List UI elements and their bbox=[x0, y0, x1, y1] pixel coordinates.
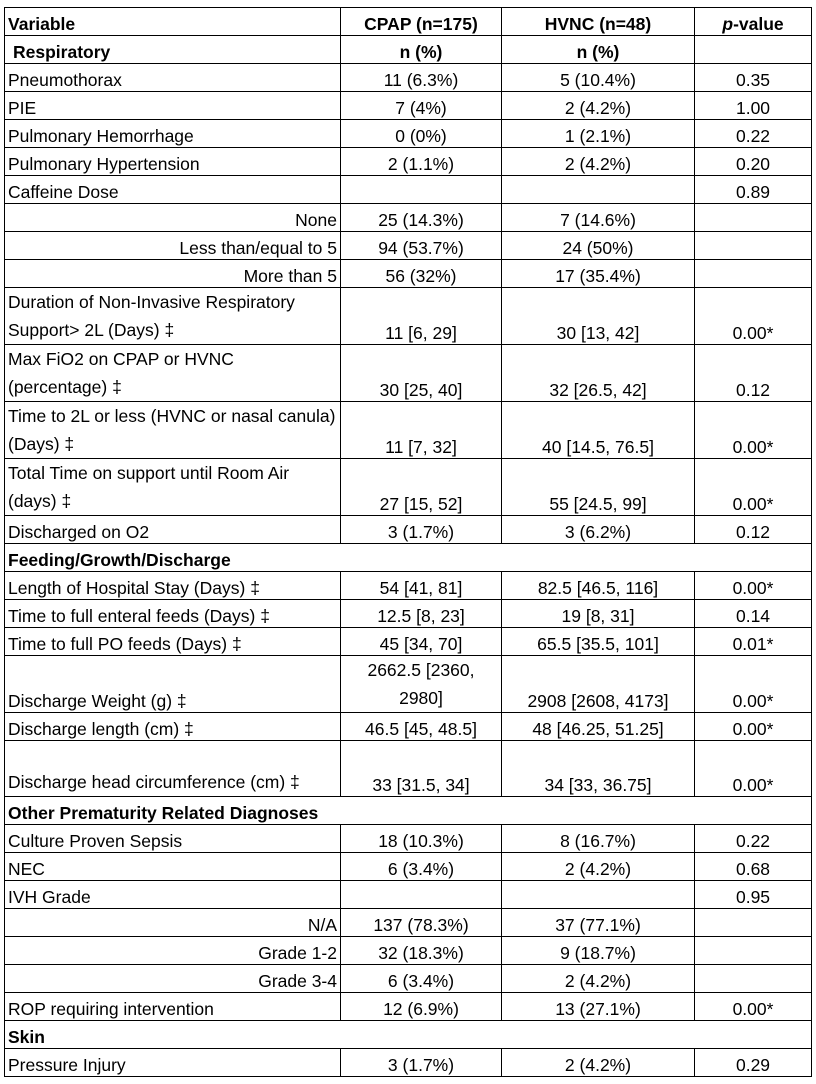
p-value: 0.00* bbox=[695, 288, 812, 345]
row-label: Pneumothorax bbox=[5, 64, 341, 92]
hvnc-value: 55 [24.5, 99] bbox=[502, 459, 695, 516]
cpap-value: 18 (10.3%) bbox=[341, 825, 502, 853]
row-label: None bbox=[5, 204, 341, 232]
row-label: Caffeine Dose bbox=[5, 176, 341, 204]
header-p-italic: p bbox=[722, 14, 734, 34]
cpap-value: 6 (3.4%) bbox=[341, 965, 502, 993]
p-value bbox=[695, 204, 812, 232]
hvnc-value: 2 (4.2%) bbox=[502, 1049, 695, 1077]
row-label: Discharge head circumference (cm) ‡ bbox=[5, 741, 341, 797]
p-value bbox=[695, 909, 812, 937]
table-row bbox=[5, 1049, 812, 1077]
hvnc-value: 7 (14.6%) bbox=[502, 204, 695, 232]
p-value: 1.00 bbox=[695, 92, 812, 120]
header-cpap: CPAP (n=175) bbox=[341, 8, 502, 36]
p-value: 0.00* bbox=[695, 402, 812, 459]
table-row bbox=[5, 345, 812, 402]
cpap-value: 6 (3.4%) bbox=[341, 853, 502, 881]
row-label: Length of Hospital Stay (Days) ‡ bbox=[5, 572, 341, 600]
header-variable: Variable bbox=[5, 8, 341, 36]
section-feeding bbox=[5, 544, 812, 572]
cpap-value: 94 (53.7%) bbox=[341, 232, 502, 260]
p-value: 0.20 bbox=[695, 148, 812, 176]
p-value: 0.00* bbox=[695, 993, 812, 1021]
row-label: Total Time on support until Room Air (days) ‡ bbox=[5, 459, 341, 516]
hvnc-value: 40 [14.5, 76.5] bbox=[502, 402, 695, 459]
p-value: 0.00* bbox=[695, 459, 812, 516]
row-label: ROP requiring intervention bbox=[5, 993, 341, 1021]
hvnc-value: 2908 [2608, 4173] bbox=[502, 656, 695, 713]
row-label: Duration of Non-Invasive Respiratory Support> 2L (Days) ‡ bbox=[5, 288, 341, 345]
header-hvnc: HVNC (n=48) bbox=[502, 8, 695, 36]
cpap-value: 2662.5 [2360, 2980] bbox=[341, 656, 502, 713]
table-row bbox=[5, 232, 812, 260]
table-row bbox=[5, 402, 812, 459]
row-label: Culture Proven Sepsis bbox=[5, 825, 341, 853]
hvnc-value: 34 [33, 36.75] bbox=[502, 741, 695, 797]
hvnc-value: 32 [26.5, 42] bbox=[502, 345, 695, 402]
hvnc-value: 65.5 [35.5, 101] bbox=[502, 628, 695, 656]
cpap-value: 30 [25, 40] bbox=[341, 345, 502, 402]
cpap-value: 27 [15, 52] bbox=[341, 459, 502, 516]
hvnc-value: 30 [13, 42] bbox=[502, 288, 695, 345]
row-label: Pressure Injury bbox=[5, 1049, 341, 1077]
p-value: 0.00* bbox=[695, 741, 812, 797]
table-row bbox=[5, 120, 812, 148]
row-label: Max FiO2 on CPAP or HVNC (percentage) ‡ bbox=[5, 345, 341, 402]
p-value bbox=[695, 965, 812, 993]
row-label: IVH Grade bbox=[5, 881, 341, 909]
cpap-value: 137 (78.3%) bbox=[341, 909, 502, 937]
empty-cell bbox=[695, 36, 812, 64]
row-label: More than 5 bbox=[5, 260, 341, 288]
results-table bbox=[4, 7, 812, 1077]
hvnc-value: 2 (4.2%) bbox=[502, 853, 695, 881]
section-title: Skin bbox=[5, 1021, 812, 1049]
row-label: N/A bbox=[5, 909, 341, 937]
cpap-value: 25 (14.3%) bbox=[341, 204, 502, 232]
header-p-rest: -value bbox=[733, 14, 784, 34]
cpap-value: 0 (0%) bbox=[341, 120, 502, 148]
hvnc-value: 2 (4.2%) bbox=[502, 92, 695, 120]
table-row bbox=[5, 741, 812, 797]
cpap-value: 11 (6.3%) bbox=[341, 64, 502, 92]
table-row bbox=[5, 288, 812, 345]
table-row bbox=[5, 459, 812, 516]
section-respiratory bbox=[5, 36, 812, 64]
cpap-value: 3 (1.7%) bbox=[341, 516, 502, 544]
p-value: 0.35 bbox=[695, 64, 812, 92]
p-value: 0.22 bbox=[695, 120, 812, 148]
p-value: 0.95 bbox=[695, 881, 812, 909]
hvnc-value: 24 (50%) bbox=[502, 232, 695, 260]
p-value: 0.22 bbox=[695, 825, 812, 853]
header-pvalue bbox=[695, 8, 812, 36]
p-value: 0.68 bbox=[695, 853, 812, 881]
p-value: 0.29 bbox=[695, 1049, 812, 1077]
row-label: NEC bbox=[5, 853, 341, 881]
table-row bbox=[5, 965, 812, 993]
hvnc-value: 13 (27.1%) bbox=[502, 993, 695, 1021]
row-label: Discharge Weight (g) ‡ bbox=[5, 656, 341, 713]
hvnc-value: 2 (4.2%) bbox=[502, 148, 695, 176]
row-label: Grade 1-2 bbox=[5, 937, 341, 965]
cpap-value: 2 (1.1%) bbox=[341, 148, 502, 176]
table-row bbox=[5, 176, 812, 204]
cpap-value: 11 [6, 29] bbox=[341, 288, 502, 345]
hvnc-value: 19 [8, 31] bbox=[502, 600, 695, 628]
row-label: Less than/equal to 5 bbox=[5, 232, 341, 260]
hvnc-value: 37 (77.1%) bbox=[502, 909, 695, 937]
table-row bbox=[5, 628, 812, 656]
p-value: 0.01* bbox=[695, 628, 812, 656]
hvnc-value bbox=[502, 176, 695, 204]
cpap-value bbox=[341, 881, 502, 909]
hvnc-value: 9 (18.7%) bbox=[502, 937, 695, 965]
p-value: 0.14 bbox=[695, 600, 812, 628]
table-row bbox=[5, 148, 812, 176]
table-row bbox=[5, 825, 812, 853]
cpap-value bbox=[341, 176, 502, 204]
cpap-value: 46.5 [45, 48.5] bbox=[341, 713, 502, 741]
row-label: Discharged on O2 bbox=[5, 516, 341, 544]
row-label: Time to full PO feeds (Days) ‡ bbox=[5, 628, 341, 656]
unit-hvnc: n (%) bbox=[502, 36, 695, 64]
section-other bbox=[5, 797, 812, 825]
section-skin bbox=[5, 1021, 812, 1049]
p-value bbox=[695, 232, 812, 260]
cpap-value: 45 [34, 70] bbox=[341, 628, 502, 656]
table-row bbox=[5, 204, 812, 232]
section-title: Feeding/Growth/Discharge bbox=[5, 544, 812, 572]
table-row bbox=[5, 92, 812, 120]
table-row bbox=[5, 64, 812, 92]
row-label: Pulmonary Hypertension bbox=[5, 148, 341, 176]
p-value bbox=[695, 937, 812, 965]
hvnc-value bbox=[502, 881, 695, 909]
table-row bbox=[5, 260, 812, 288]
hvnc-value: 5 (10.4%) bbox=[502, 64, 695, 92]
section-title: Respiratory bbox=[5, 36, 341, 64]
p-value: 0.00* bbox=[695, 713, 812, 741]
hvnc-value: 82.5 [46.5, 116] bbox=[502, 572, 695, 600]
cpap-value: 32 (18.3%) bbox=[341, 937, 502, 965]
row-label: Time to full enteral feeds (Days) ‡ bbox=[5, 600, 341, 628]
hvnc-value: 2 (4.2%) bbox=[502, 965, 695, 993]
p-value: 0.12 bbox=[695, 516, 812, 544]
cpap-value: 12 (6.9%) bbox=[341, 993, 502, 1021]
unit-cpap: n (%) bbox=[341, 36, 502, 64]
hvnc-value: 3 (6.2%) bbox=[502, 516, 695, 544]
p-value: 0.12 bbox=[695, 345, 812, 402]
cpap-value: 33 [31.5, 34] bbox=[341, 741, 502, 797]
p-value: 0.00* bbox=[695, 572, 812, 600]
hvnc-value: 48 [46.25, 51.25] bbox=[502, 713, 695, 741]
header-row bbox=[5, 8, 812, 36]
table-row bbox=[5, 909, 812, 937]
table-row bbox=[5, 516, 812, 544]
row-label: Grade 3-4 bbox=[5, 965, 341, 993]
table-row bbox=[5, 713, 812, 741]
row-label: Time to 2L or less (HVNC or nasal canula) (Days) ‡ bbox=[5, 402, 341, 459]
p-value: 0.89 bbox=[695, 176, 812, 204]
hvnc-value: 1 (2.1%) bbox=[502, 120, 695, 148]
cpap-value: 11 [7, 32] bbox=[341, 402, 502, 459]
table-row bbox=[5, 881, 812, 909]
row-label: PIE bbox=[5, 92, 341, 120]
cpap-value: 12.5 [8, 23] bbox=[341, 600, 502, 628]
cpap-value: 7 (4%) bbox=[341, 92, 502, 120]
cpap-value: 56 (32%) bbox=[341, 260, 502, 288]
table-row bbox=[5, 937, 812, 965]
row-label: Pulmonary Hemorrhage bbox=[5, 120, 341, 148]
table-row bbox=[5, 993, 812, 1021]
cpap-value: 3 (1.7%) bbox=[341, 1049, 502, 1077]
table-row bbox=[5, 656, 812, 713]
section-title: Other Prematurity Related Diagnoses bbox=[5, 797, 812, 825]
table-row bbox=[5, 572, 812, 600]
cpap-value: 54 [41, 81] bbox=[341, 572, 502, 600]
p-value bbox=[695, 260, 812, 288]
table-row bbox=[5, 853, 812, 881]
table-row bbox=[5, 600, 812, 628]
hvnc-value: 17 (35.4%) bbox=[502, 260, 695, 288]
hvnc-value: 8 (16.7%) bbox=[502, 825, 695, 853]
row-label: Discharge length (cm) ‡ bbox=[5, 713, 341, 741]
p-value: 0.00* bbox=[695, 656, 812, 713]
